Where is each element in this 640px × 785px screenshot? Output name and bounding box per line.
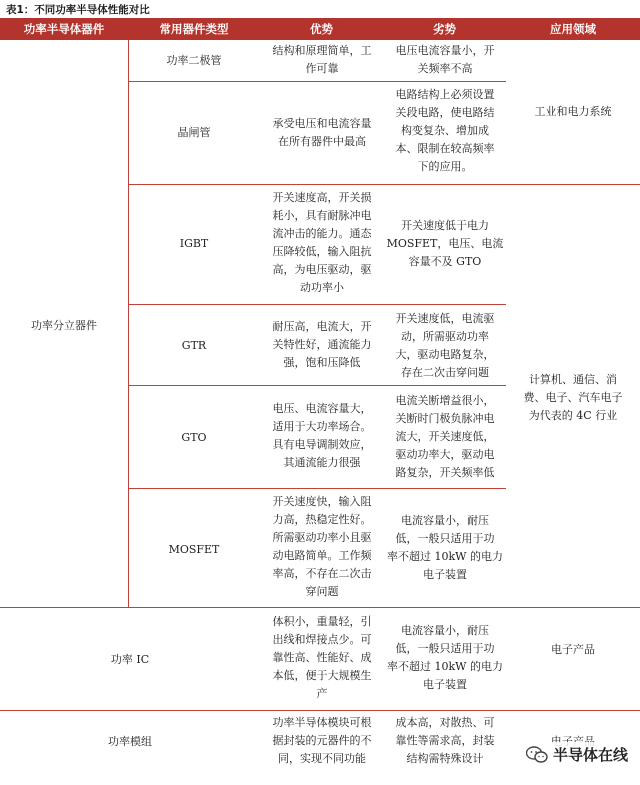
cons-power-module: 成本高，对散热、可 靠性等需求高，封装 结构需特殊设计 [395,716,495,765]
cons-power-ic: 电流容量小，耐压 低，一般只适用于功 率不超过 10kW 的电力 电子装置 [387,624,503,691]
pros-diode: 结构和原理简单，工 作可靠 [272,44,372,75]
cons-gtr: 开关速度低，电流驱 动，所需驱动功率 大，驱动电路复杂， 存在二次击穿问题 [395,312,495,379]
pros-igbt: 开关速度高，开关损 耗小，具有耐脉冲电 流冲击的能力。通态 压降较低，输入阻抗 高，为电压驱动，驱 动功率小 [272,191,372,294]
type-diode: 功率二极管 [166,54,222,67]
pros-gto: 电压、电流容量大， 适用于大功率场合。 具有电导调制效应， 其通流能力很强 [272,402,372,469]
pros-gtr: 耐压高，电流大，开 关特性好，通流能力 强，饱和压降低 [272,320,372,369]
pros-power-ic: 体积小，重量轻，引 出线和焊接点少。可 靠性高、性能好、成 本低，便于大规模生 产 [272,615,372,700]
pros-thyristor: 承受电压和电流容量 在所有器件中最高 [272,117,372,148]
app-power-ic: 电子产品 [551,643,595,656]
type-thyristor: 晶闸管 [177,126,211,139]
table-header [0,18,640,40]
table-title: 表1：不同功率半导体性能对比 [6,4,150,16]
category-power-module: 功率模组 [108,735,152,748]
rule-row2 [128,184,640,185]
cons-igbt: 开关速度低于电力 MOSFET，电压、电流 容量不及 GTO [386,219,504,268]
cons-thyristor: 电路结构上必须设置 关段电路，使电路结 构变复杂、增加成 本、限制在较高频率 下的应用。 [395,88,495,173]
pros-mosfet: 开关速度快，输入阻 力高，热稳定性好。 所需驱动功率小且驱 动电路简单。工作频 率高，不存在二次击 穿问题 [272,495,372,598]
header-device: 功率半导体器件 [23,22,105,36]
rule-row7 [0,710,640,711]
type-gto: GTO [181,431,207,444]
watermark [522,742,632,767]
wechat-icon [526,746,548,764]
type-mosfet: MOSFET [168,543,220,556]
header-pros: 优势 [310,22,333,36]
type-igbt: IGBT [179,237,209,250]
rule-col1 [128,40,129,607]
pros-power-module: 功率半导体模块可根 据封装的元器件的不 同，实现不同功能 [272,716,372,765]
header-cons: 劣势 [433,22,456,36]
cons-gto: 电流关断增益很小， 关断时门极负脉冲电 流大，开关速度低， 驱动功率大，驱动电 路复杂，开关频率低 [395,394,495,479]
cons-diode: 电压电流容量小，开 关频率不高 [395,44,495,75]
cons-mosfet: 电流容量小，耐压 低，一般只适用于功 率不超过 10kW 的电力 电子装置 [387,514,503,581]
watermark-text: 半导体在线 [552,746,628,764]
rule-row4 [128,385,506,386]
category-power-ic: 功率 IC [110,653,150,666]
rule-row1 [128,81,506,82]
app-4c: 计算机、通信、消 费、电子、汽车电子 为代表的 4C 行业 [523,373,623,422]
type-gtr: GTR [181,339,207,352]
rule-row5 [128,488,506,489]
header-type: 常用器件类型 [159,22,229,36]
app-industrial: 工业和电力系统 [534,105,612,118]
header-application: 应用领域 [550,22,596,36]
rule-row6 [0,607,640,608]
category-discrete: 功率分立器件 [31,319,97,332]
rule-row3 [128,304,506,305]
